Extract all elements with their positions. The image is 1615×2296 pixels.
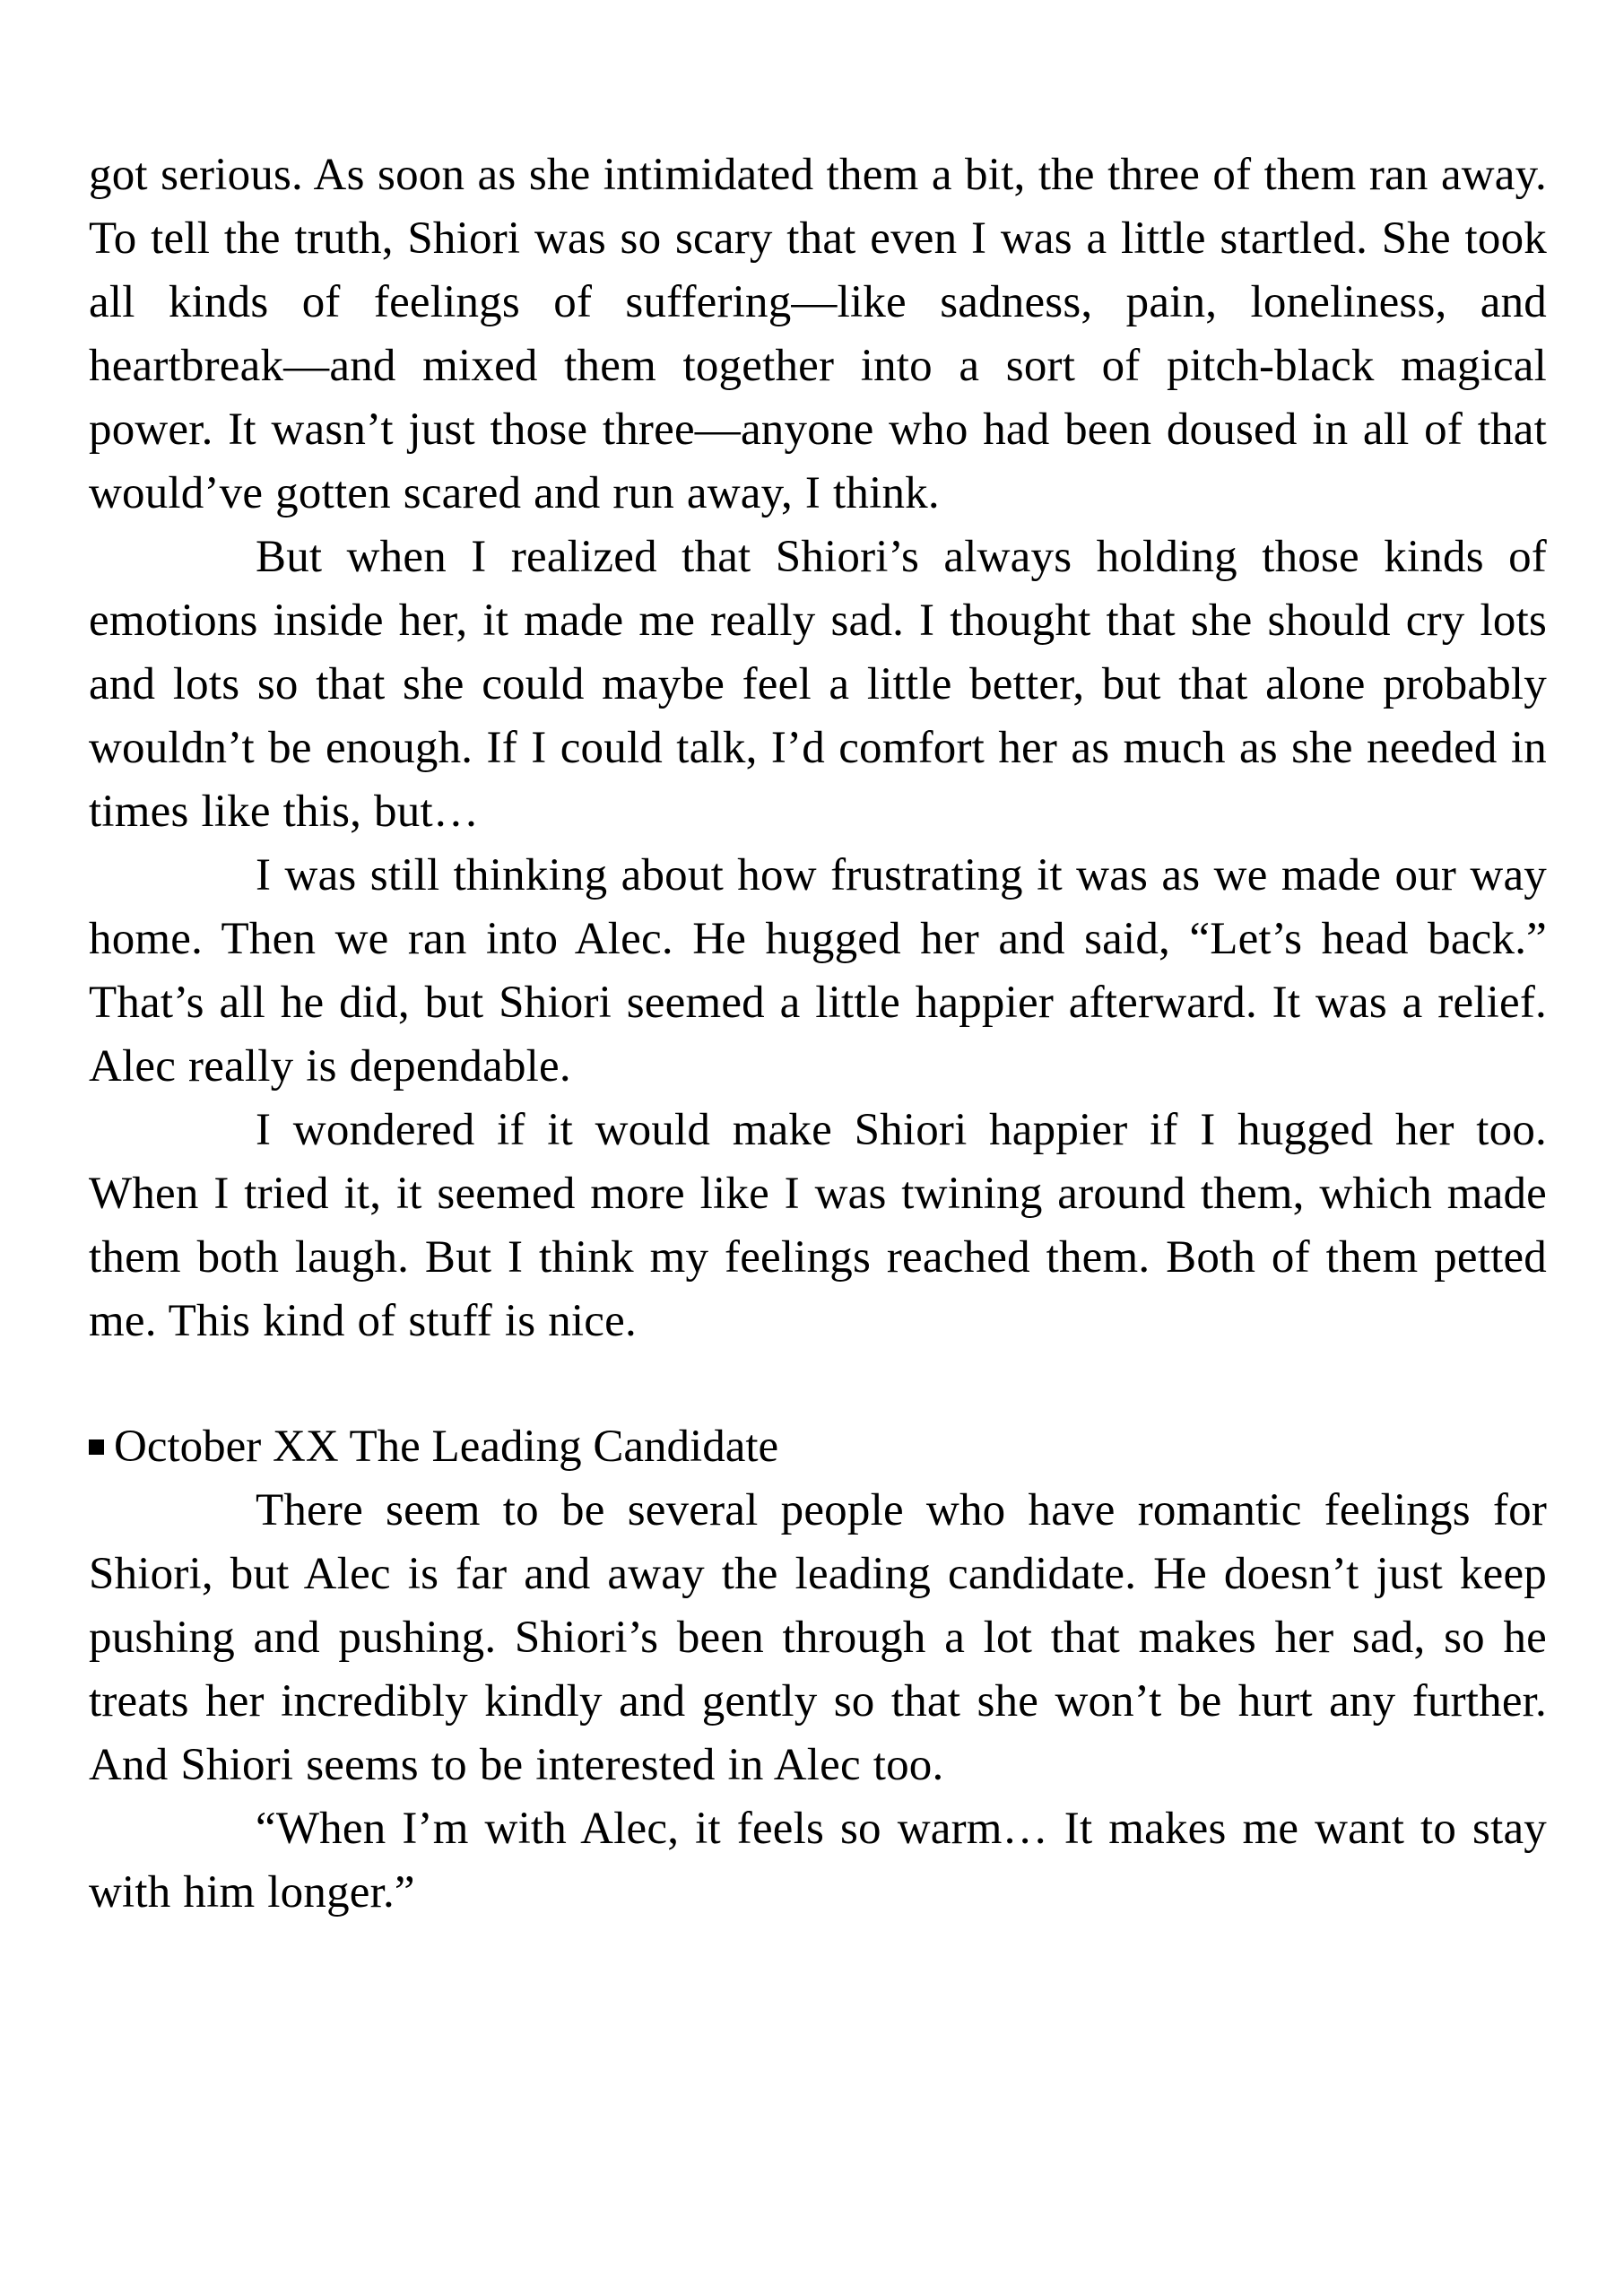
page-text-block [89,144,1547,1925]
paragraph: “When I’m with Alec, it feels so warm… It makes me want to stay with him longer.” [89,1804,1547,1918]
paragraph: There seem to be several people who have romantic feelings for Shiori, but Alec is far and away the leading candidate. He doesn’t just keep pushing and pushing. Shiori’s been through a lot that makes her sad, so he treats her incredibly kindly and gently so that she won’t be hurt any further. And Shiori seems to be interested in Alec too. [89,1485,1547,1790]
paragraph: I was still thinking about how frustrating it was as we made our way home. Then we ran into Alec. He hugged her and said, “Let’s head back.” That’s all he did, but Shiori seemed a little happier afterward. It was a relief. Alec really is dependable. [89,850,1547,1091]
section-title: October XX The Leading Candidate [114,1422,779,1472]
paragraph-continuation: got serious. As soon as she intimidated them a bit, the three of them ran away. To tell the truth, Shiori was so scary that even I was a little startled. She took all kinds of feelings of suffering—like sadness, pain, loneliness, and heartbreak—and mixed them together into a sort of pitch-black magical power. It wasn’t just those three—anyone who had been doused in all of that would’ve gotten scared and run away, I think. [89,150,1547,518]
paragraph: But when I realized that Shiori’s always holding those kinds of emotions inside her, it made me really sad. I thought that she should cry lots and lots so that she could maybe feel a little better, but that alone probably wouldn’t be enough. If I could talk, I’d comfort her as much as she needed in times like this, but… [89,532,1547,837]
section-bullet-icon [89,1439,104,1455]
paragraph: I wondered if it would make Shiori happier if I hugged her too. When I tried it, it seemed more like I was twining around them, which made them both laugh. But I think my feelings reached them. Both of them petted me. This kind of stuff is nice. [89,1105,1547,1346]
section-heading [89,1415,1547,1479]
